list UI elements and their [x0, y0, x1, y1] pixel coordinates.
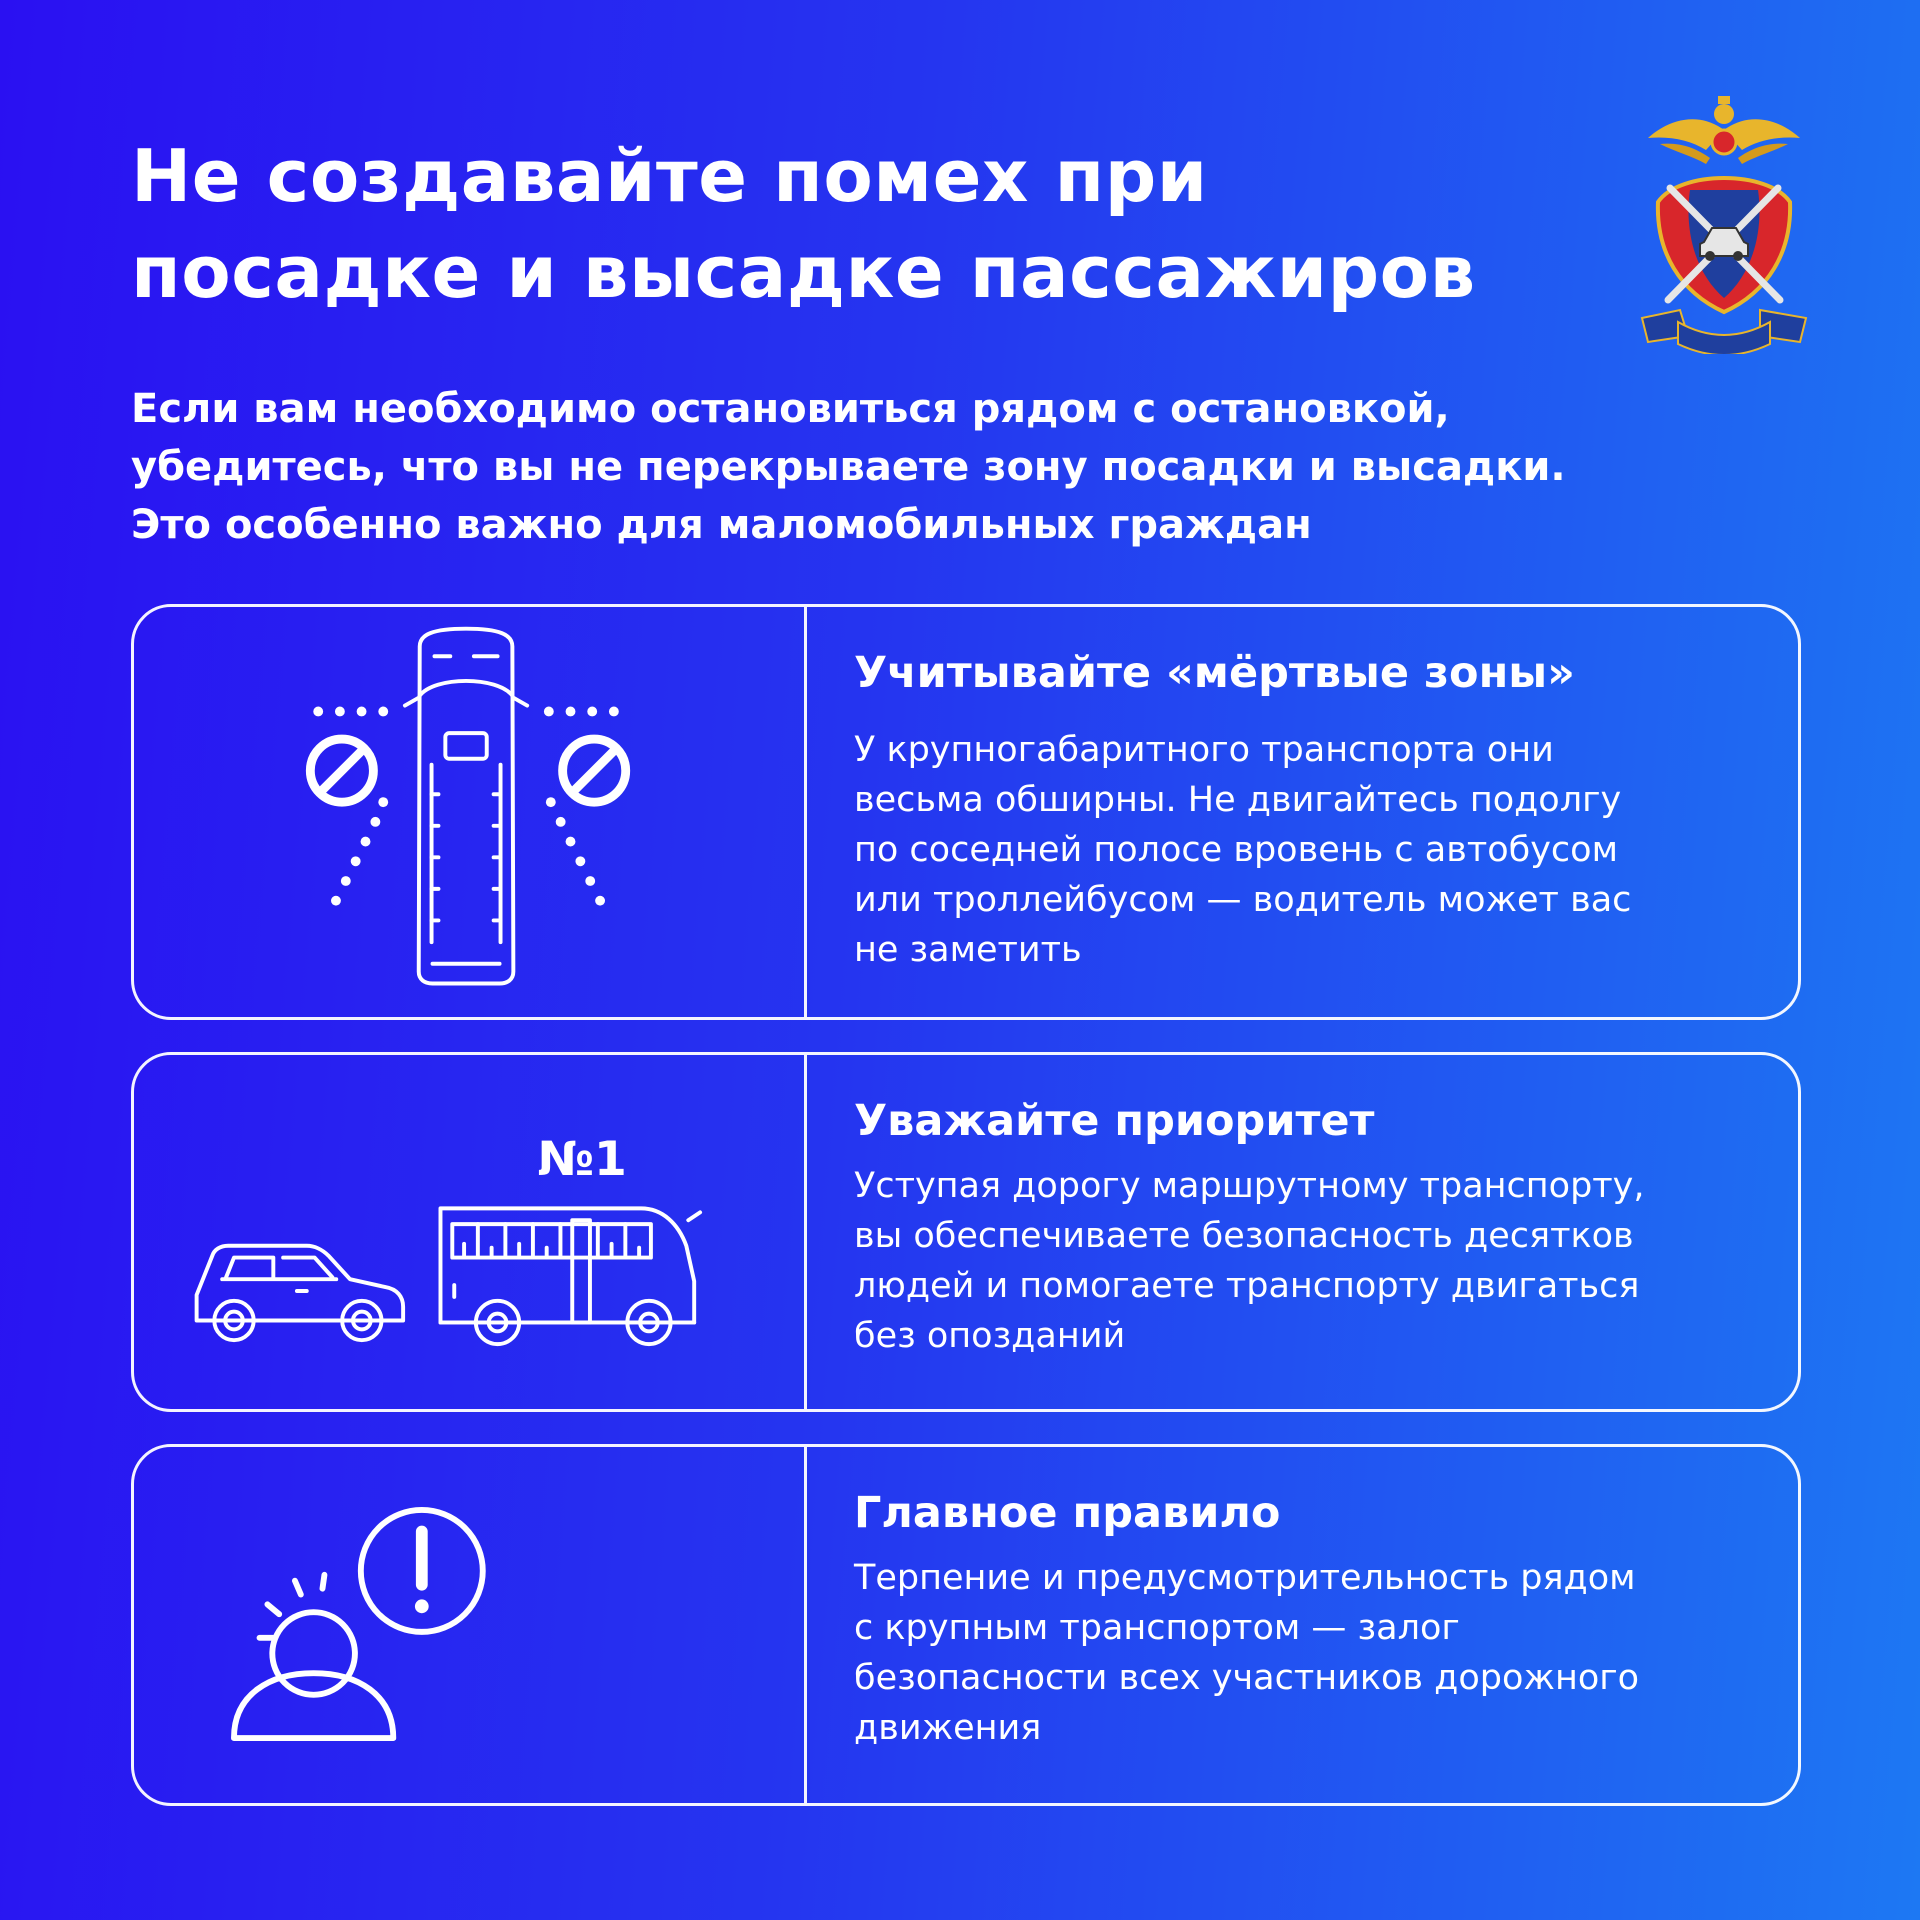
bus-blind-zones-icon — [134, 607, 804, 1017]
card-body-line: без опозданий — [854, 1316, 1126, 1356]
intro-line: Если вам необходимо остановиться рядом с остановкой, — [131, 386, 1450, 432]
card-body — [854, 725, 1754, 975]
card-divider — [804, 1055, 807, 1409]
card-body-line: людей и помогаете транспорту двигаться — [854, 1266, 1640, 1306]
card-body — [854, 1161, 1754, 1361]
priority-badge: №1 — [537, 1131, 627, 1187]
title-line: Не создавайте помех при — [131, 134, 1208, 218]
card-body-line: Терпение и предусмотрительность рядом — [854, 1558, 1636, 1598]
car-and-bus-icon — [134, 1055, 804, 1409]
card-divider — [804, 607, 807, 1017]
card-body-line: безопасности всех участников дорожного — [854, 1658, 1640, 1698]
card-body-line: Уступая дорогу маршрутному транспорту, — [854, 1166, 1645, 1206]
card-heading: Учитывайте «мёртвые зоны» — [854, 648, 1575, 698]
card-body-line: вы обеспечиваете безопасность десятков — [854, 1216, 1634, 1256]
card-heading: Главное правило — [854, 1488, 1281, 1538]
main-rule-card — [131, 1444, 1801, 1806]
priority-card — [131, 1052, 1801, 1412]
intro-line: Это особенно важно для маломобильных граждан — [131, 502, 1312, 548]
page-title — [131, 128, 1531, 320]
card-heading: Уважайте приоритет — [854, 1096, 1375, 1146]
card-body-line: весьма обширны. Не двигайтесь подолгу — [854, 780, 1622, 820]
card-body — [854, 1553, 1754, 1753]
title-line: посадке и высадке пассажиров — [131, 230, 1476, 314]
card-divider — [804, 1447, 807, 1803]
card-body-line: или троллейбусом — водитель может вас — [854, 880, 1632, 920]
card-body-line: по соседней полосе вровень с автобусом — [854, 830, 1618, 870]
blind-zones-card — [131, 604, 1801, 1020]
intro-line: убедитесь, что вы не перекрываете зону посадки и высадки. — [131, 444, 1566, 490]
card-body-line: не заметить — [854, 930, 1082, 970]
person-alert-icon — [134, 1447, 804, 1803]
police-emblem-icon — [1640, 92, 1808, 354]
card-body-line: с крупным транспортом — залог — [854, 1608, 1460, 1648]
intro-text — [131, 380, 1771, 554]
card-body-line: У крупногабаритного транспорта они — [854, 730, 1554, 770]
card-body-line: движения — [854, 1708, 1042, 1748]
